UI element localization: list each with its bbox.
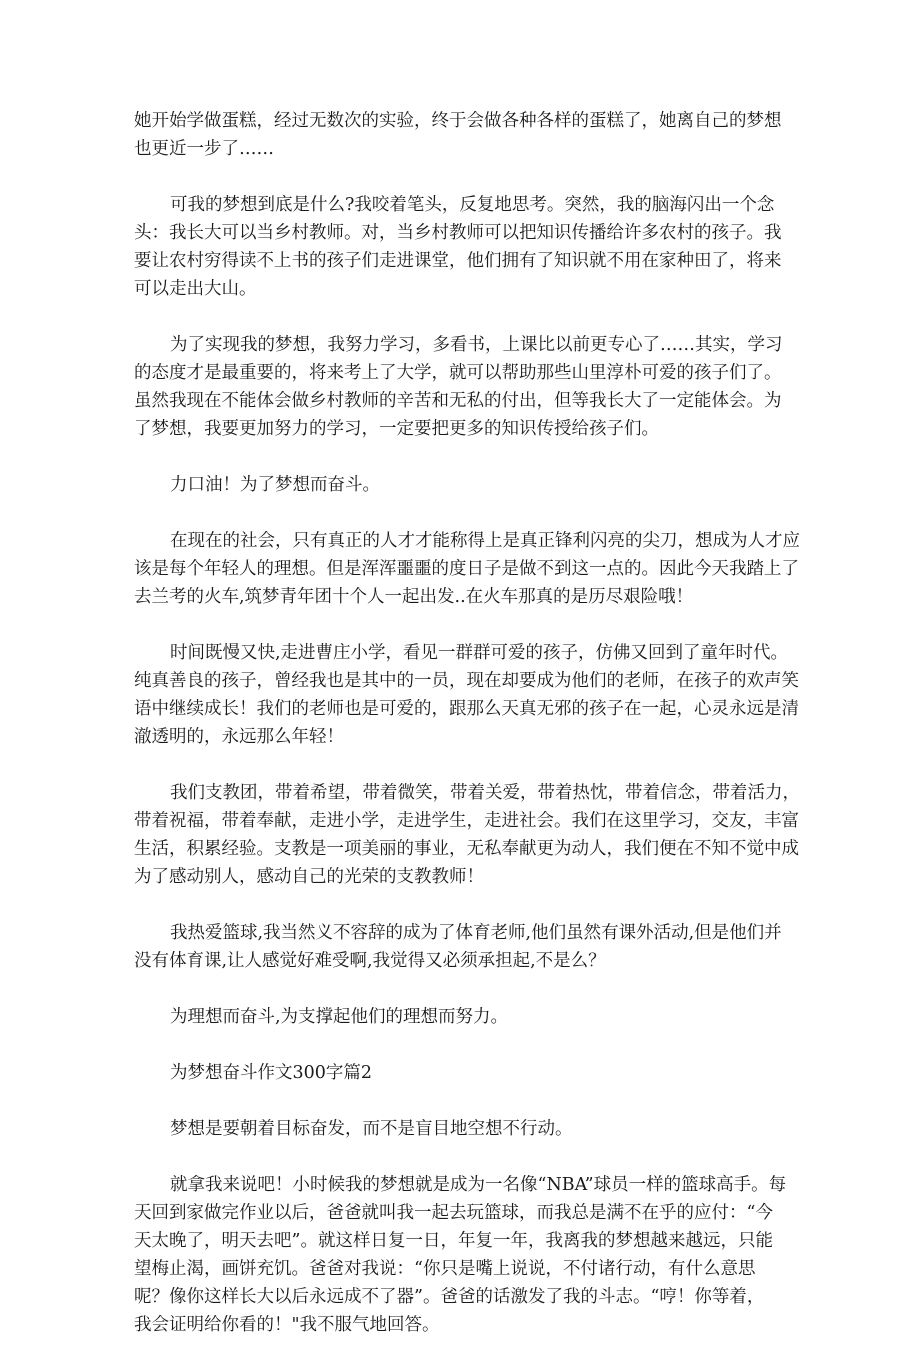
text-line (134, 835, 799, 863)
text-line (134, 191, 784, 219)
text-line (134, 1227, 784, 1255)
text-line (134, 583, 784, 611)
line-text: 为理想而奋斗,为支撑起他们的理想而努力。 (170, 1007, 509, 1027)
paragraph (134, 779, 800, 891)
paragraph (134, 191, 784, 303)
text-line (134, 331, 784, 359)
line-text: 带着祝福，带着奉献，走进小学，走进学生，走进社会。我们在这里学习，交友，丰富 (134, 811, 799, 831)
line-text: 了梦想，我要更加努力的学习，一定要把更多的知识传授给孩子们。 (134, 419, 659, 439)
paragraph (134, 331, 784, 443)
line-text: 我会证明给你看的！"我不服气地回答。 (134, 1315, 440, 1335)
text-line (134, 275, 784, 303)
line-text: 没有体育课,让人感觉好难受啊,我觉得又必须承担起,不是么？ (134, 951, 606, 971)
paragraph (134, 639, 799, 751)
text-line (134, 695, 799, 723)
line-text: 时间既慢又快,走进曹庄小学，看见一群群可爱的孩子，仿佛又回到了童年时代。 (170, 643, 789, 663)
text-line (134, 639, 789, 667)
line-text: 为梦想奋斗作文300字篇2 (170, 1063, 373, 1083)
paragraph (134, 527, 800, 611)
line-text: 去兰考的火车,筑梦青年团十个人一起出发..在火车那真的是历尽艰险哦！ (134, 587, 694, 607)
text-line (134, 387, 784, 415)
line-text: 澈透明的，永远那么年轻！ (134, 727, 344, 747)
line-text: 她开始学做蛋糕，经过无数次的实验，终于会做各种各样的蛋糕了，她离自己的梦想 (134, 111, 782, 131)
line-text: 要让农村穷得读不上书的孩子们走进课堂，他们拥有了知识就不用在家种田了，将来 (134, 251, 782, 271)
text-line (134, 471, 784, 499)
line-text: 天太晚了，明天去吧”。就这样日复一日，年复一年，我离我的梦想越来越远，只能 (134, 1231, 773, 1251)
text-line (134, 1255, 784, 1283)
text-line (134, 667, 799, 695)
text-line (134, 415, 784, 443)
text-line (134, 247, 784, 275)
text-line (134, 135, 784, 163)
line-text: 纯真善良的孩子，曾经我也是其中的一员，现在却要成为他们的老师，在孩子的欢声笑 (134, 671, 799, 691)
line-text: 梦想是要朝着目标奋发，而不是盲目地空想不行动。 (170, 1119, 573, 1139)
line-text: 可以走出大山。 (134, 279, 257, 299)
line-text: 虽然我现在不能体会做乡村教师的辛苦和无私的付出，但等我长大了一定能体会。为 (134, 391, 782, 411)
paragraph (134, 1003, 784, 1031)
text-line (134, 1003, 784, 1031)
line-text: 呢？像你这样长大以后永远成不了器”。爸爸的话激发了我的斗志。“哼！你等着， (134, 1287, 765, 1307)
line-text: 可我的梦想到底是什么?我咬着笔头，反复地思考。突然，我的脑海闪出一个念 (170, 195, 775, 215)
line-text: 的态度才是最重要的，将来考上了大学，就可以帮助那些山里淳朴可爱的孩子们了。 (134, 363, 782, 383)
line-text: 力口油！为了梦想而奋斗。 (170, 475, 380, 495)
line-text: 我们支教团，带着希望，带着微笑，带着关爱，带着热忱，带着信念，带着活力， (170, 783, 800, 803)
line-text: 生活，积累经验。支教是一项美丽的事业，无私奉献更为动人，我们便在不知不觉中成 (134, 839, 799, 859)
text-line (134, 1199, 784, 1227)
line-text: 语中继续成长！我们的老师也是可爱的，跟那么天真无邪的孩子在一起，心灵永远是清 (134, 699, 799, 719)
line-text: 该是每个年轻人的理想。但是浑浑噩噩的度日子是做不到这一点的。因此今天我踏上了 (134, 559, 799, 579)
text-line (134, 807, 799, 835)
paragraph (134, 1059, 784, 1087)
line-text: 也更近一步了…… (134, 139, 274, 159)
line-text: 为了实现我的梦想，我努力学习，多看书，上课比以前更专心了……其实，学习 (170, 335, 783, 355)
document-body (134, 107, 800, 1367)
paragraph (134, 1115, 784, 1143)
line-text: 就拿我来说吧！小时候我的梦想就是成为一名像“NBA”球员一样的篮球高手。每 (170, 1175, 787, 1195)
text-line (134, 527, 800, 555)
line-text: 头：我长大可以当乡村教师。对，当乡村教师可以把知识传播给许多农村的孩子。我 (134, 223, 782, 243)
paragraph (134, 471, 784, 499)
paragraph (134, 919, 784, 975)
text-line (134, 1171, 787, 1199)
text-line (134, 555, 799, 583)
text-line (134, 1115, 784, 1143)
line-text: 望梅止渴，画饼充饥。爸爸对我说：“你只是嘴上说说，不付诸行动，有什么意思 (134, 1259, 756, 1279)
text-line (134, 779, 800, 807)
text-line (134, 219, 784, 247)
paragraph (134, 1171, 787, 1339)
line-text: 为了感动别人，感动自己的光荣的支教教师！ (134, 867, 484, 887)
text-line (134, 947, 784, 975)
line-text: 在现在的社会，只有真正的人才才能称得上是真正锋利闪亮的尖刀，想成为人才应 (170, 531, 800, 551)
text-line (134, 359, 784, 387)
text-line (134, 863, 784, 891)
line-text: 天回到家做完作业以后，爸爸就叫我一起去玩篮球，而我总是满不在乎的应付：“今 (134, 1203, 773, 1223)
text-line (134, 107, 784, 135)
text-line (134, 919, 784, 947)
line-text: 我热爱篮球,我当然义不容辞的成为了体育老师,他们虽然有课外活动,但是他们并 (170, 923, 782, 943)
paragraph (134, 107, 784, 163)
text-line (134, 1283, 784, 1311)
text-line (134, 1311, 784, 1339)
text-line (134, 1059, 784, 1087)
text-line (134, 723, 784, 751)
